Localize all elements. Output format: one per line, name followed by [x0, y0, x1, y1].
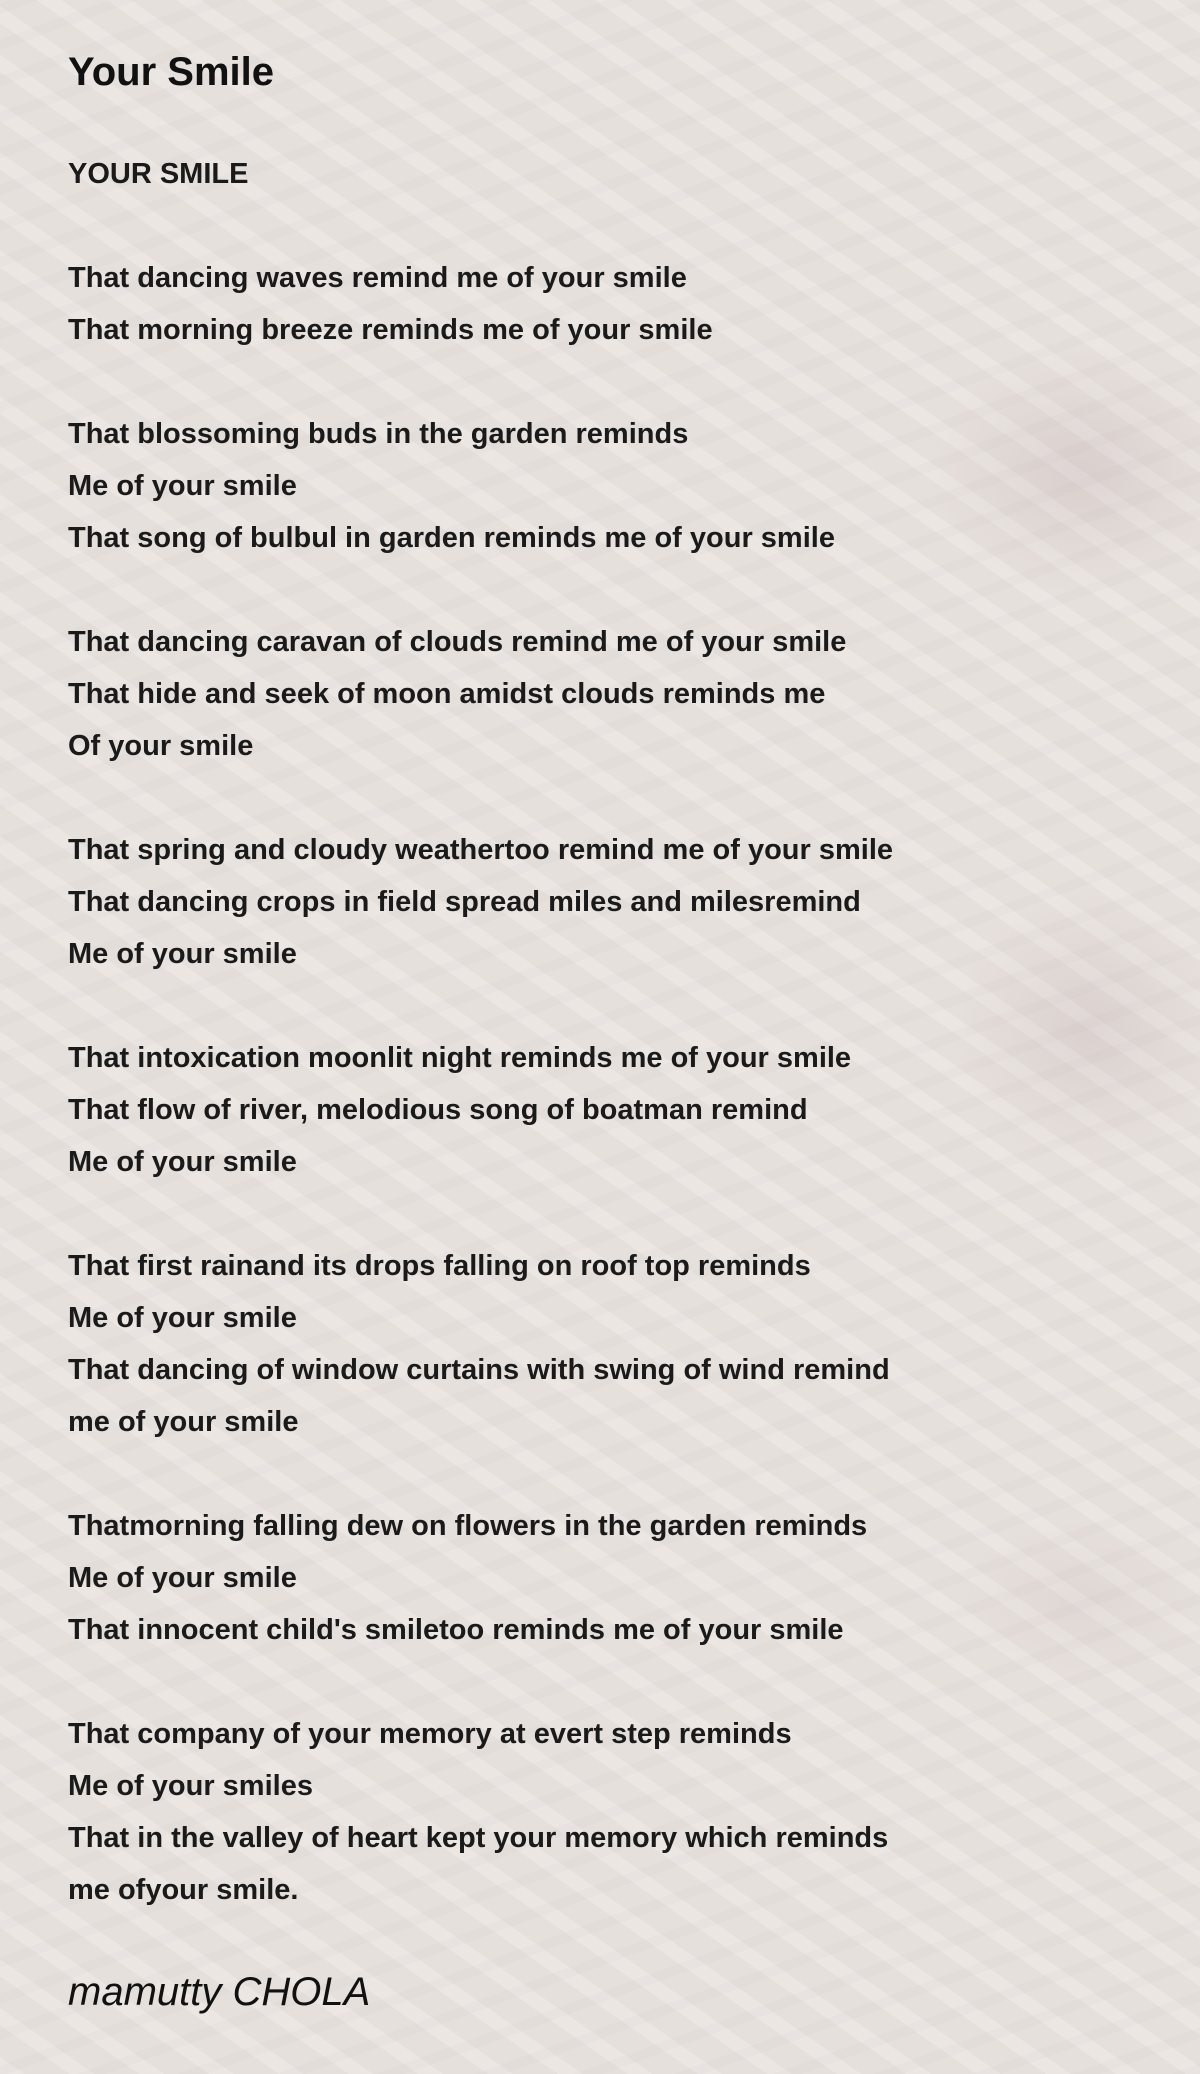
poem-author: mamutty CHOLA [68, 1970, 371, 2014]
poem-line: That dancing caravan of clouds remind me of your smile [68, 626, 847, 658]
poem-line: Thatmorning falling dew on flowers in the garden reminds [68, 1510, 868, 1542]
poem-line: That dancing crops in field spread miles and milesremind [68, 886, 861, 918]
poem-line: Me of your smiles [68, 1770, 313, 1802]
poem-line: That hide and seek of moon amidst clouds reminds me [68, 678, 826, 710]
stanza-3 [68, 616, 1128, 772]
poem-heading: YOUR SMILE [68, 158, 249, 190]
stanza-5 [68, 1032, 1128, 1188]
stanza-1 [68, 252, 1128, 356]
stanza-8 [68, 1708, 1128, 1916]
stanza-7 [68, 1500, 1128, 1656]
poem-line: That morning breeze reminds me of your smile [68, 314, 713, 346]
poem-line: That company of your memory at evert step reminds [68, 1718, 792, 1750]
poem-page [68, 48, 1128, 2016]
poem-line: That spring and cloudy weathertoo remind me of your smile [68, 834, 894, 866]
poem-line: That song of bulbul in garden reminds me of your smile [68, 522, 835, 554]
poem-line: That dancing waves remind me of your smile [68, 262, 687, 294]
poem-line: That dancing of window curtains with swing of wind remind [68, 1354, 890, 1386]
poem-line: me ofyour smile. [68, 1874, 299, 1906]
poem-line: Me of your smile [68, 470, 297, 502]
poem-line: That blossoming buds in the garden reminds [68, 418, 689, 450]
poem-line: That in the valley of heart kept your memory which reminds [68, 1822, 889, 1854]
stanza-2 [68, 408, 1128, 564]
stanza-4 [68, 824, 1128, 980]
poem-line: Me of your smile [68, 938, 297, 970]
poem-line: me of your smile [68, 1406, 299, 1438]
poem-line: Me of your smile [68, 1302, 297, 1334]
poem-line: Me of your smile [68, 1562, 297, 1594]
poem-line: Me of your smile [68, 1146, 297, 1178]
poem-line: That flow of river, melodious song of boatman remind [68, 1094, 808, 1126]
stanza-6 [68, 1240, 1128, 1448]
poem-title: Your Smile [68, 50, 274, 94]
poem-line: That innocent child's smiletoo reminds me of your smile [68, 1614, 844, 1646]
poem-line: That first rainand its drops falling on roof top reminds [68, 1250, 811, 1282]
poem-line: That intoxication moonlit night reminds me of your smile [68, 1042, 852, 1074]
poem-line: Of your smile [68, 730, 254, 762]
